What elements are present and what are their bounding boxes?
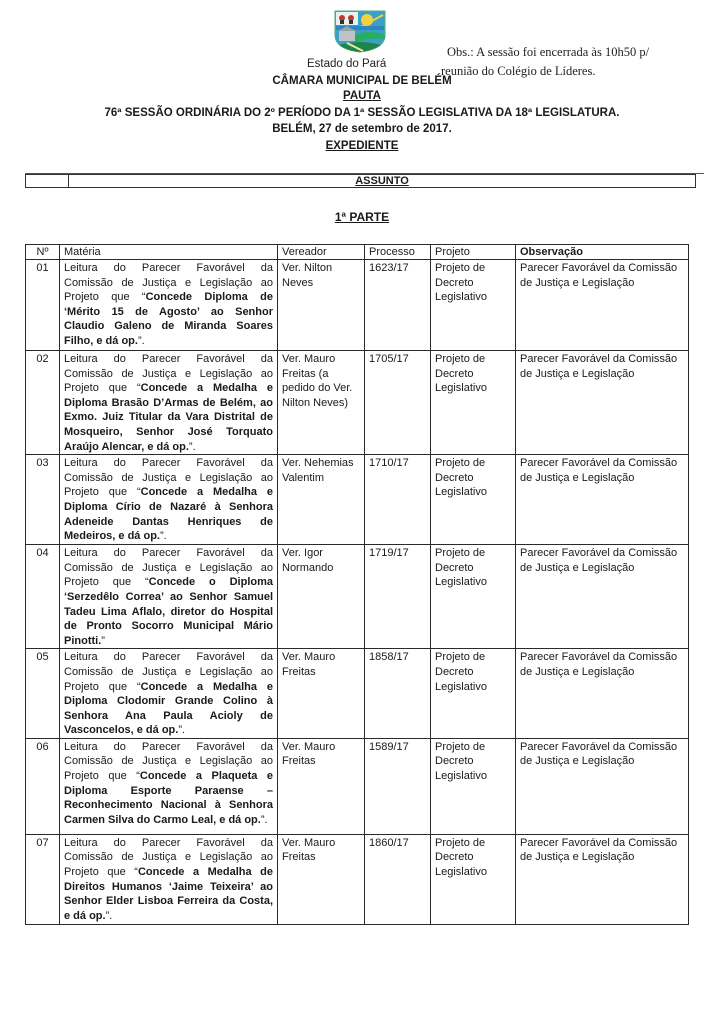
state-label: Estado do Pará bbox=[307, 58, 387, 70]
row-processo: 1589/17 bbox=[365, 738, 431, 834]
assunto-header: ASSUNTO bbox=[355, 175, 409, 187]
materia-bold: Concede a Plaqueta e Diploma Esporte Paraense – Reconhecimento Nacional à Senhora Carmen Silva do Carmo Leal, e dá op. bbox=[64, 770, 273, 826]
row-materia bbox=[60, 649, 278, 739]
materia-suffix: ”. bbox=[260, 813, 268, 826]
materia-prefix: Leitura do Parecer Favorável da Comissão de Justiça e Legislação ao Projeto que “ bbox=[64, 740, 273, 783]
row-observacao: Parecer Favorável da Comissão de Justiça e Legislação bbox=[516, 260, 689, 351]
col-header-num: Nº bbox=[26, 245, 60, 260]
row-vereador: Ver. Mauro Freitas bbox=[278, 738, 365, 834]
row-vereador: Ver. Mauro Freitas bbox=[278, 834, 365, 924]
assunto-empty-cell bbox=[26, 175, 69, 187]
materia-suffix: ”. bbox=[178, 724, 186, 737]
table-row bbox=[26, 545, 689, 649]
row-materia bbox=[60, 260, 278, 351]
row-materia bbox=[60, 738, 278, 834]
col-header-observacao: Observação bbox=[516, 245, 689, 260]
row-processo: 1860/17 bbox=[365, 834, 431, 924]
row-observacao: Parecer Favorável da Comissão de Justiça e Legislação bbox=[516, 834, 689, 924]
row-observacao: Parecer Favorável da Comissão de Justiça e Legislação bbox=[516, 351, 689, 455]
row-vereador: Ver. Mauro Freitas (a pedido do Ver. Nilton Neves) bbox=[278, 351, 365, 455]
obs-line-1: Obs.: A sessão foi encerrada às 10h50 p/ bbox=[447, 45, 650, 59]
materia-suffix: ” bbox=[101, 634, 105, 647]
row-observacao: Parecer Favorável da Comissão de Justiça e Legislação bbox=[516, 455, 689, 545]
row-projeto: Projeto de Decreto Legislativo bbox=[431, 834, 516, 924]
row-materia bbox=[60, 545, 278, 649]
session-date: BELÉM, 27 de setembro de 2017. bbox=[272, 123, 452, 135]
row-materia bbox=[60, 455, 278, 545]
session-title: 76ª SESSÃO ORDINÁRIA DO 2º PERÍODO DA 1ª SESSÃO LEGISLATIVA DA 18ª LEGISLATURA. bbox=[104, 107, 620, 119]
row-projeto: Projeto de Decreto Legislativo bbox=[431, 351, 516, 455]
materia-suffix: ”. bbox=[159, 530, 167, 543]
materia-prefix: Leitura do Parecer Favorável da Comissão de Justiça e Legislação ao Projeto que “ bbox=[64, 836, 273, 879]
table-row bbox=[26, 455, 689, 545]
col-header-projeto: Projeto bbox=[431, 245, 516, 260]
materia-bold: Concede a Medalha e Diploma Círio de Nazaré à Senhora Adeneide Dantas Henriques de Medeiros, e dá op. bbox=[64, 486, 273, 543]
row-processo: 1719/17 bbox=[365, 545, 431, 649]
chamber-title: CÂMARA MUNICIPAL DE BELÉM bbox=[272, 75, 452, 87]
materia-prefix: Leitura do Parecer Favorável da Comissão de Justiça e Legislação ao Projeto que “ bbox=[64, 262, 273, 304]
materia-suffix: ”. bbox=[105, 909, 113, 922]
table-row bbox=[26, 260, 689, 351]
materia-suffix: ”. bbox=[137, 334, 145, 347]
agenda-title: PAUTA bbox=[343, 90, 381, 102]
materia-suffix: ”. bbox=[188, 440, 196, 453]
materia-bold: Concede o Diploma ‘Serzedêlo Correa’ ao Senhor Samuel Tadeu Lima Aflalo, diretor do Hospital de Pronto Socorro Municipal Mário Pinotti. bbox=[64, 576, 273, 647]
row-vereador: Ver. Mauro Freitas bbox=[278, 649, 365, 739]
coat-of-arms-icon bbox=[333, 9, 387, 53]
table-row bbox=[26, 834, 689, 924]
row-number: 04 bbox=[26, 545, 60, 649]
row-projeto: Projeto de Decreto Legislativo bbox=[431, 545, 516, 649]
obs-line-2: reunião do Colégio de Líderes. bbox=[441, 64, 596, 78]
coat-of-arms-logo bbox=[333, 9, 387, 53]
row-processo: 1858/17 bbox=[365, 649, 431, 739]
table-header-row bbox=[26, 245, 689, 260]
agenda-table bbox=[25, 244, 689, 925]
col-header-processo: Processo bbox=[365, 245, 431, 260]
row-number: 01 bbox=[26, 260, 60, 351]
part-title: 1ª PARTE bbox=[334, 210, 390, 224]
assunto-table bbox=[25, 174, 696, 188]
row-projeto: Projeto de Decreto Legislativo bbox=[431, 260, 516, 351]
row-processo: 1623/17 bbox=[365, 260, 431, 351]
row-number: 05 bbox=[26, 649, 60, 739]
materia-prefix: Leitura do Parecer Favorável da Comissão de Justiça e Legislação ao Projeto que “ bbox=[64, 353, 273, 395]
row-processo: 1705/17 bbox=[365, 351, 431, 455]
row-materia bbox=[60, 351, 278, 455]
materia-bold: Concede a Medalha de Direitos Humanos ‘Jaime Teixeira’ ao Senhor Elder Lisboa Ferreira da Costa, e dá op. bbox=[64, 866, 273, 922]
table-row bbox=[26, 351, 689, 455]
row-number: 06 bbox=[26, 738, 60, 834]
table-row bbox=[26, 649, 689, 739]
materia-bold: Concede a Medalha e Diploma Brasão D’Armas de Belém, ao Exmo. Juiz Titular da Vara Distrital de Mosqueiro, Senhor José Torquato Araújo Alencar, e dá op. bbox=[64, 382, 273, 453]
row-processo: 1710/17 bbox=[365, 455, 431, 545]
col-header-materia: Matéria bbox=[60, 245, 278, 260]
materia-bold: Concede a Medalha e Diploma Clodomir Grande Colino à Senhora Ana Paula Acioly de Vasconcelos, e dá op. bbox=[64, 680, 273, 737]
materia-bold: Concede Diploma de ‘Mérito 15 de Agosto’ ao Senhor Claudio Galeno de Miranda Soares Filho, e dá op. bbox=[64, 291, 273, 347]
table-row bbox=[26, 738, 689, 834]
row-number: 03 bbox=[26, 455, 60, 545]
row-vereador: Ver. Nilton Neves bbox=[278, 260, 365, 351]
col-header-vereador: Vereador bbox=[278, 245, 365, 260]
row-projeto: Projeto de Decreto Legislativo bbox=[431, 649, 516, 739]
row-vereador: Ver. Nehemias Valentim bbox=[278, 455, 365, 545]
row-projeto: Projeto de Decreto Legislativo bbox=[431, 738, 516, 834]
materia-prefix: Leitura do Parecer Favorável da Comissão de Justiça e Legislação ao Projeto que “ bbox=[64, 651, 273, 693]
row-projeto: Projeto de Decreto Legislativo bbox=[431, 455, 516, 545]
row-observacao: Parecer Favorável da Comissão de Justiça e Legislação bbox=[516, 545, 689, 649]
row-observacao: Parecer Favorável da Comissão de Justiça e Legislação bbox=[516, 738, 689, 834]
materia-prefix: Leitura do Parecer Favorável da Comissão de Justiça e Legislação ao Projeto que “ bbox=[64, 547, 273, 589]
row-number: 02 bbox=[26, 351, 60, 455]
row-vereador: Ver. Igor Normando bbox=[278, 545, 365, 649]
materia-prefix: Leitura do Parecer Favorável da Comissão de Justiça e Legislação ao Projeto que “ bbox=[64, 457, 273, 499]
row-number: 07 bbox=[26, 834, 60, 924]
row-observacao: Parecer Favorável da Comissão de Justiça e Legislação bbox=[516, 649, 689, 739]
expediente-title: EXPEDIENTE bbox=[325, 140, 399, 152]
row-materia bbox=[60, 834, 278, 924]
